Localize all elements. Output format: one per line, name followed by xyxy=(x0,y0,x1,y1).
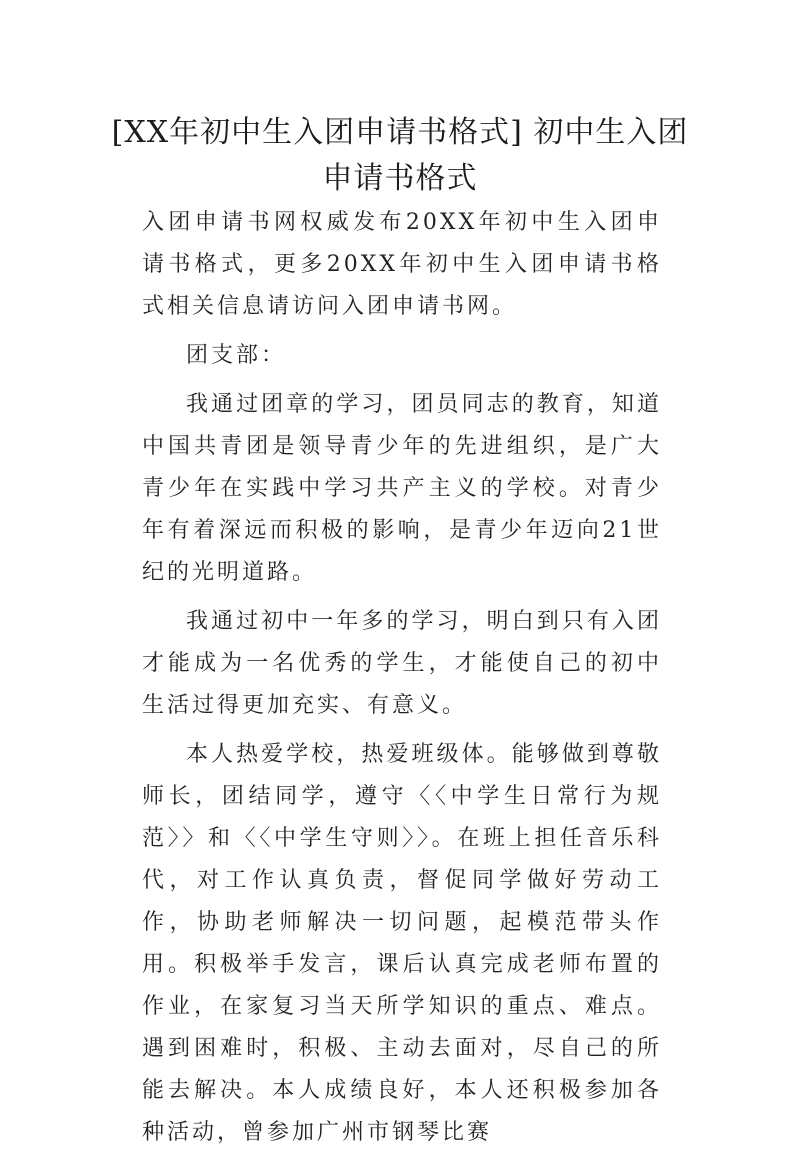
document-body xyxy=(142,202,662,1161)
body-paragraph: 我通过团章的学习，团员同志的教育，知道中国共青团是领导青少年的先进组织，是广大青少年在实践中学习共产主义的学校。对青少年有着深远而积极的影响，是青少年迈向21世纪的光明道路。 xyxy=(142,392,662,585)
salutation: 团支部： xyxy=(186,343,287,368)
intro-paragraph: 入团申请书网权威发布20XX年初中生入团申请书格式，更多20XX年初中生入团申请书格式相关信息请访问入团申请书网。 xyxy=(142,210,662,319)
document-title: [XX年初中生入团申请书格式] 初中生入团申请书格式 xyxy=(111,115,689,196)
body-paragraph: 本人热爱学校，热爱班级体。能够做到尊敬师长，团结同学，遵守〈〈中学生日常行为规范〉〉和〈〈中学生守则〉〉。在班上担任音乐科代，对工作认真负责，督促同学做好劳动工作，协助老师解决一切问题，起模范带头作用。积极举手发言，课后认真完成老师布置的作业，在家复习当天所学知识的重点、难点。遇到困难时，积极、主动去面对，尽自己的所能去解决。本人成绩良好，本人还积极参加各种活动，曾参加广州市钢琴比赛 xyxy=(142,742,662,1145)
body-paragraph: 我通过初中一年多的学习，明白到只有入团才能成为一名优秀的学生，才能使自己的初中生活过得更加充实、有意义。 xyxy=(142,609,662,718)
